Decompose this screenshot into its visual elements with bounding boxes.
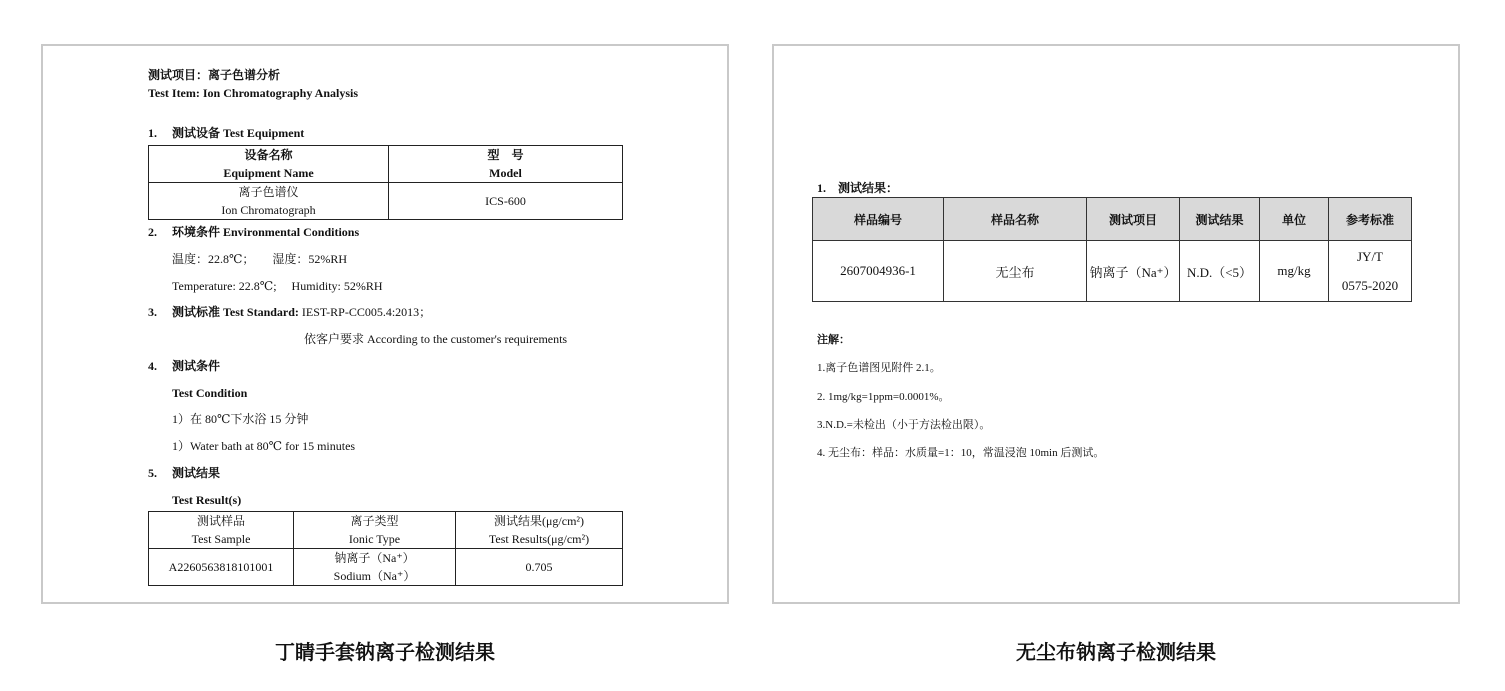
test-results-en: Test Result(s) [172,493,242,507]
cell-sample-name: 无尘布 [944,241,1087,302]
note-4: 4. 无尘布：样品：水质量=1：10，常温浸泡 10min 后测试。 [817,447,1105,459]
test-item-cn: 测试项目：离子色谱分析 [148,68,281,82]
section3-standard: IEST-RP-CC005.4:2013； [298,305,432,319]
results-table [812,197,1412,302]
caption-right: 无尘布钠离子检测结果 [1016,640,1216,664]
section3-line [172,305,431,319]
ionic-type-header: 离子类型 Ionic Type [294,512,456,549]
condition-cn: 1）在 80℃下水浴 15 分钟 [172,412,309,426]
header-unit: 单位 [1260,198,1329,241]
equipment-name-cell: 离子色谱仪 Ion Chromatograph [149,183,389,220]
section3-title: 测试标准 Test Standard: [172,305,299,319]
results-section-title: 1. 测试结果： [817,181,899,195]
right-report-panel [772,44,1460,604]
equipment-table [148,145,623,220]
header-sample-id: 样品编号 [813,198,944,241]
result-value-cell: 0.705 [456,549,623,586]
note-3: 3.N.D.=未检出（小于方法检出限）。 [817,419,991,431]
sample-cell: A2260563818101001 [149,549,294,586]
condition-en: 1）Water bath at 80℃ for 15 minutes [172,439,356,453]
section1-title: 测试设备 Test Equipment [172,126,305,140]
result-table [148,511,623,586]
test-condition-en: Test Condition [172,386,248,400]
caption-left: 丁睛手套钠离子检测结果 [275,640,495,664]
environment-en: Temperature: 22.8℃; Humidity: 52%RH [172,279,383,293]
section4-num: 4. [148,359,157,373]
cell-standard: JY/T 0575-2020 [1329,241,1412,302]
section4-title: 测试条件 [172,359,221,373]
notes-title: 注解： [817,334,850,346]
section2-num: 2. [148,225,157,239]
cell-sample-id: 2607004936-1 [813,241,944,302]
ion-type-cell: 钠离子（Na⁺） Sodium（Na⁺） [294,549,456,586]
standard-note: 依客户要求 According to the customer's requirements [304,332,568,346]
header-result: 测试结果 [1180,198,1260,241]
section5-title: 测试结果 [172,466,221,480]
section3-num: 3. [148,305,157,319]
section5-num: 5. [148,466,157,480]
left-report-panel [41,44,729,604]
environment-cn: 温度：22.8℃； 湿度：52%RH [172,252,348,266]
note-2: 2. 1mg/kg=1ppm=0.0001%。 [817,391,950,403]
note-1: 1.离子色谱图见附件 2.1。 [817,362,941,374]
test-results-header: 测试结果(μg/cm²) Test Results(μg/cm²) [456,512,623,549]
model-header: 型 号 Model [389,146,623,183]
equipment-name-header: 设备名称 Equipment Name [149,146,389,183]
cell-unit: mg/kg [1260,241,1329,302]
header-test-item: 测试项目 [1087,198,1180,241]
test-item-en: Test Item: Ion Chromatography Analysis [148,86,359,100]
section1-num: 1. [148,126,157,140]
model-cell: ICS-600 [389,183,623,220]
header-standard: 参考标准 [1329,198,1412,241]
header-sample-name: 样品名称 [944,198,1087,241]
section2-title: 环境条件 Environmental Conditions [172,225,360,239]
cell-result: N.D.（<5） [1180,241,1260,302]
test-sample-header: 测试样品 Test Sample [149,512,294,549]
cell-test-item: 钠离子（Na⁺） [1087,241,1180,302]
